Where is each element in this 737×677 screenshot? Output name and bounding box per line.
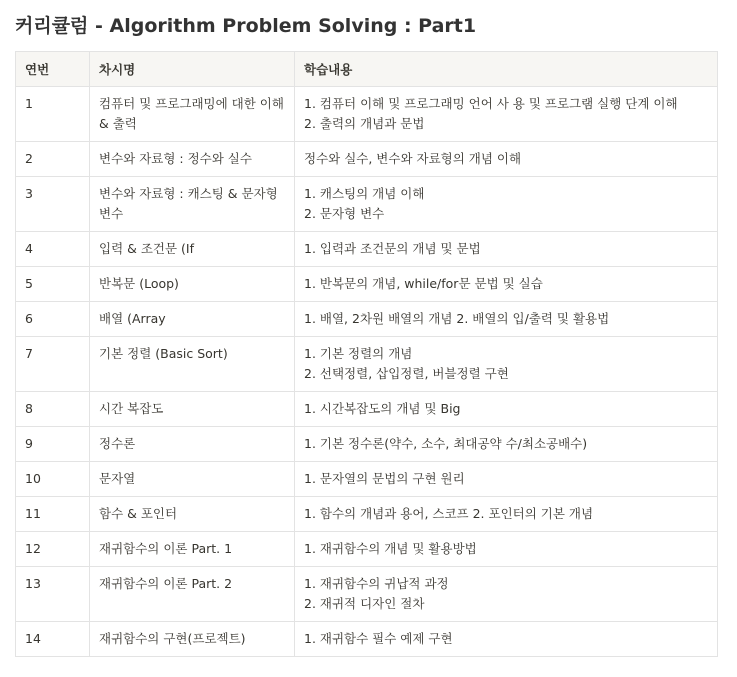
table-row — [16, 497, 718, 532]
row-number: 5 — [16, 267, 90, 302]
row-number: 11 — [16, 497, 90, 532]
header-number: 연번 — [16, 52, 90, 87]
table-header — [16, 52, 718, 87]
row-learning-content — [295, 177, 718, 232]
content-line: 1. 기본 정렬의 개념 — [304, 346, 413, 361]
row-learning-content — [295, 302, 718, 337]
row-learning-content — [295, 267, 718, 302]
row-number: 12 — [16, 532, 90, 567]
table-row — [16, 87, 718, 142]
curriculum-table — [15, 51, 718, 657]
row-session-title: 기본 정렬 (Basic Sort) — [90, 337, 295, 392]
row-learning-content — [295, 622, 718, 657]
row-learning-content — [295, 392, 718, 427]
row-learning-content — [295, 142, 718, 177]
row-session-title: 컴퓨터 및 프로그래밍에 대한 이해 & 출력 — [90, 87, 295, 142]
content-line: 1. 컴퓨터 이해 및 프로그래밍 언어 사 용 및 프로그램 실행 단계 이해 — [304, 96, 678, 111]
row-session-title: 재귀함수의 구현(프로젝트) — [90, 622, 295, 657]
content-line: 2. 재귀적 디자인 절차 — [304, 596, 425, 611]
content-line: 2. 선택정렬, 삽입정렬, 버블정렬 구현 — [304, 366, 509, 381]
page-title: 커리큘럼 - Algorithm Problem Solving : Part1 — [15, 15, 477, 37]
row-learning-content — [295, 427, 718, 462]
table-row — [16, 532, 718, 567]
row-session-title: 함수 & 포인터 — [90, 497, 295, 532]
row-session-title: 반복문 (Loop) — [90, 267, 295, 302]
row-number: 4 — [16, 232, 90, 267]
content-line: 1. 재귀함수의 개념 및 활용방법 — [304, 541, 477, 556]
row-number: 1 — [16, 87, 90, 142]
table-row — [16, 302, 718, 337]
table-row — [16, 267, 718, 302]
content-line: 1. 함수의 개념과 용어, 스코프 2. 포인터의 기본 개념 — [304, 506, 594, 521]
row-session-title: 정수론 — [90, 427, 295, 462]
row-number: 3 — [16, 177, 90, 232]
row-learning-content — [295, 337, 718, 392]
content-line: 1. 문자열의 문법의 구현 원리 — [304, 471, 465, 486]
row-session-title: 입력 & 조건문 (If — [90, 232, 295, 267]
content-line: 2. 문자형 변수 — [304, 206, 385, 221]
table-row — [16, 622, 718, 657]
row-number: 10 — [16, 462, 90, 497]
row-number: 2 — [16, 142, 90, 177]
content-line: 1. 캐스팅의 개념 이해 — [304, 186, 425, 201]
content-line: 1. 배열, 2차원 배열의 개념 2. 배열의 입/출력 및 활용법 — [304, 311, 610, 326]
table-row — [16, 392, 718, 427]
row-number: 6 — [16, 302, 90, 337]
table-header-row — [16, 52, 718, 87]
table-row — [16, 177, 718, 232]
row-session-title: 시간 복잡도 — [90, 392, 295, 427]
row-session-title: 배열 (Array — [90, 302, 295, 337]
row-number: 8 — [16, 392, 90, 427]
row-learning-content — [295, 87, 718, 142]
content-line: 1. 반복문의 개념, while/for문 문법 및 실습 — [304, 276, 543, 291]
row-session-title: 변수와 자료형 : 캐스팅 & 문자형 변수 — [90, 177, 295, 232]
header-session-title: 차시명 — [90, 52, 295, 87]
content-line: 1. 재귀함수 필수 예제 구현 — [304, 631, 453, 646]
row-learning-content — [295, 567, 718, 622]
table-row — [16, 232, 718, 267]
table-row — [16, 427, 718, 462]
row-number: 13 — [16, 567, 90, 622]
table-row — [16, 142, 718, 177]
row-session-title: 재귀함수의 이론 Part. 2 — [90, 567, 295, 622]
content-line: 2. 출력의 개념과 문법 — [304, 116, 425, 131]
header-learning-content: 학습내용 — [295, 52, 718, 87]
content-line: 1. 재귀함수의 귀납적 과정 — [304, 576, 449, 591]
row-learning-content — [295, 497, 718, 532]
table-row — [16, 567, 718, 622]
content-line: 1. 시간복잡도의 개념 및 Big — [304, 401, 461, 416]
table-body — [16, 87, 718, 657]
row-session-title: 재귀함수의 이론 Part. 1 — [90, 532, 295, 567]
row-session-title: 변수와 자료형 : 정수와 실수 — [90, 142, 295, 177]
row-learning-content — [295, 532, 718, 567]
content-line: 1. 기본 정수론(약수, 소수, 최대공약 수/최소공배수) — [304, 436, 588, 451]
row-number: 14 — [16, 622, 90, 657]
row-number: 7 — [16, 337, 90, 392]
row-learning-content — [295, 462, 718, 497]
row-session-title: 문자열 — [90, 462, 295, 497]
table-row — [16, 337, 718, 392]
content-line: 1. 입력과 조건문의 개념 및 문법 — [304, 241, 481, 256]
row-number: 9 — [16, 427, 90, 462]
row-learning-content — [295, 232, 718, 267]
content-line: 정수와 실수, 변수와 자료형의 개념 이해 — [304, 151, 522, 166]
table-row — [16, 462, 718, 497]
